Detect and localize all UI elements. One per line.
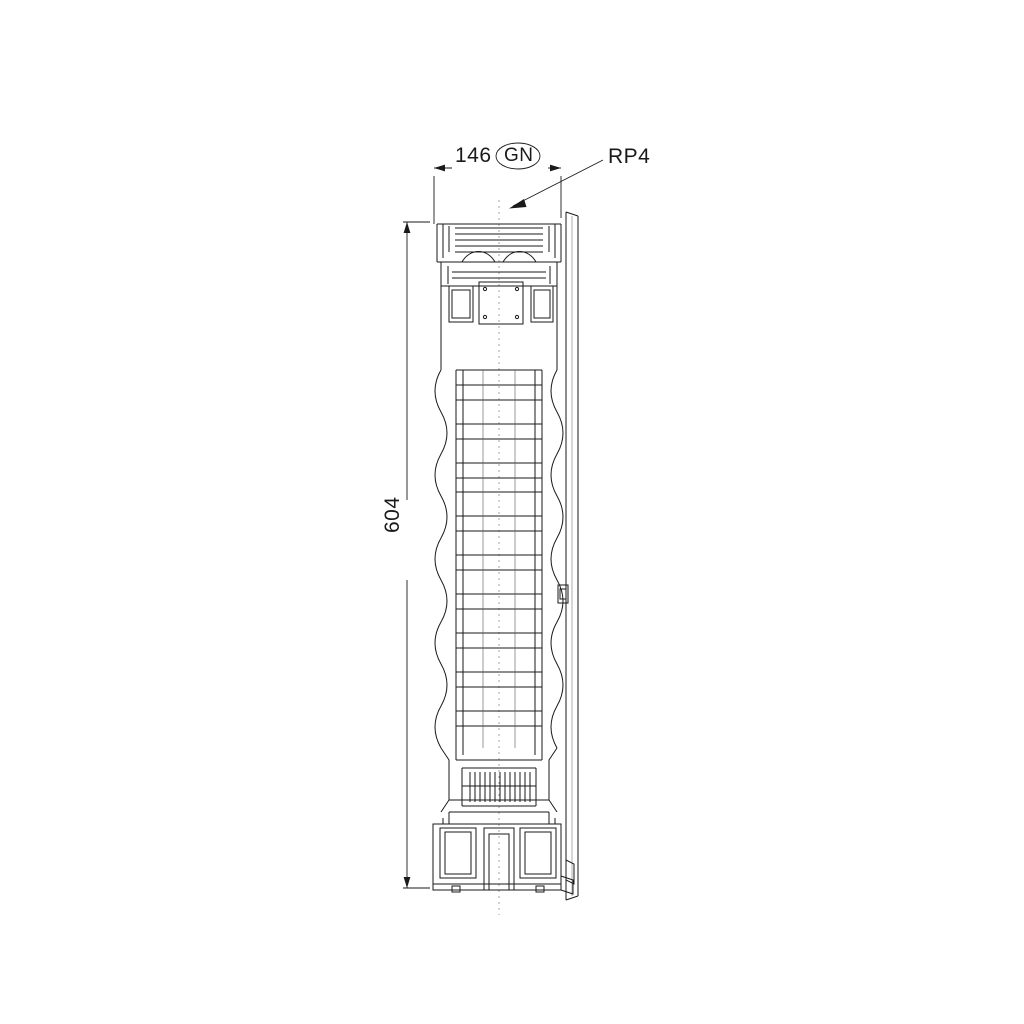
height-dimension <box>403 222 430 888</box>
width-dimension-label: 146 <box>455 144 492 167</box>
gn-tag-label: GN <box>504 145 534 166</box>
suction-strainer <box>441 748 557 812</box>
cable-guard <box>558 212 578 900</box>
port-size-label: RP4 <box>608 145 651 168</box>
nameplate <box>449 282 553 324</box>
height-dimension-label: 604 <box>381 496 404 533</box>
motor-body <box>433 824 573 894</box>
width-dimension <box>434 165 561 224</box>
